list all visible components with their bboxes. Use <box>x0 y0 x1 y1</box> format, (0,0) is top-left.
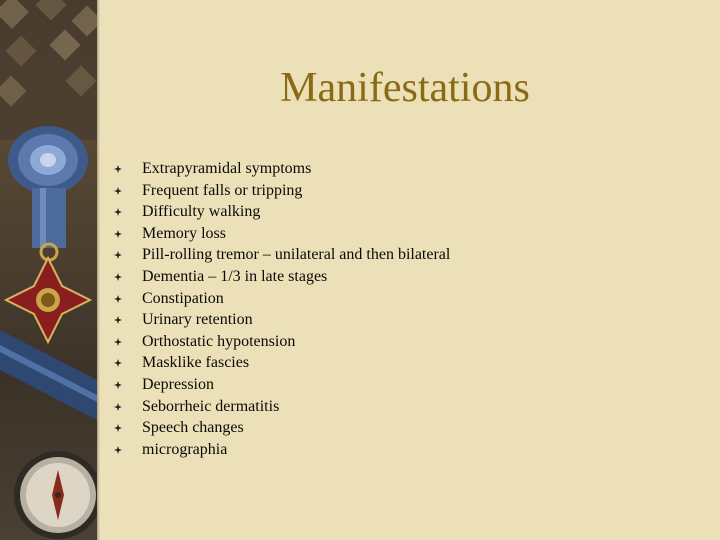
diamond-icon <box>114 316 122 324</box>
diamond-icon <box>114 165 122 173</box>
bullet-text: Extrapyramidal symptoms <box>142 160 312 177</box>
diamond-icon <box>114 403 122 411</box>
diamond-icon <box>114 208 122 216</box>
diamond-icon <box>114 381 122 389</box>
bullet-text: Pill-rolling tremor – unilateral and then bilateral <box>142 246 451 264</box>
bullet-text: Dementia – 1/3 in late stages <box>142 267 328 285</box>
diamond-icon <box>114 295 122 303</box>
bullet-text: Speech changes <box>142 419 244 437</box>
decorative-photo-panel <box>0 0 97 540</box>
bullet-text: Seborrheic dermatitis <box>142 397 280 415</box>
diamond-icon <box>114 187 122 195</box>
bullet-text: micrographia <box>142 440 228 458</box>
diamond-icon <box>114 230 122 238</box>
medal-photo-image <box>0 0 97 540</box>
diamond-icon <box>114 251 122 259</box>
bullet-text: Depression <box>142 375 214 393</box>
slide-title: Manifestations <box>280 65 530 111</box>
diamond-icon <box>114 424 122 432</box>
bullet-text: Urinary retention <box>142 311 253 329</box>
bullet-text: Frequent falls or tripping <box>142 181 303 199</box>
bullet-text: Difficulty walking <box>142 203 261 221</box>
diamond-icon <box>114 359 122 367</box>
diamond-icon <box>114 446 122 454</box>
bullet-text: Constipation <box>142 289 224 307</box>
diamond-icon <box>114 338 122 346</box>
bullet-text: Orthostatic hypotension <box>142 332 296 350</box>
bullet-text: Memory loss <box>142 224 226 242</box>
bullet-text: Masklike fascies <box>142 354 250 372</box>
diamond-icon <box>114 273 122 281</box>
